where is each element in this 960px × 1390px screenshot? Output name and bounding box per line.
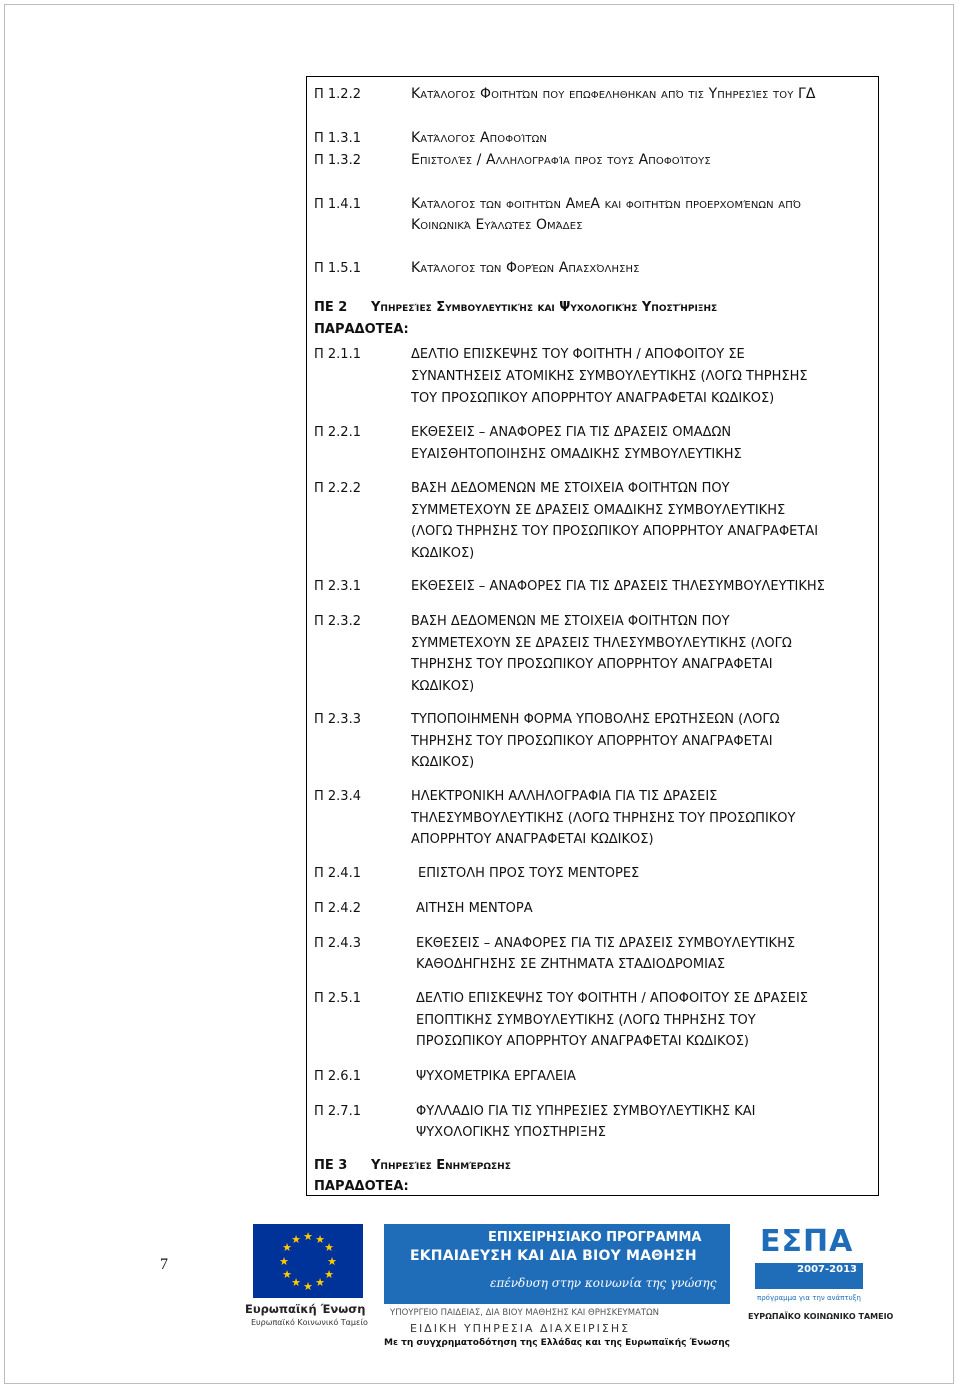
code-p1-3-1: Π 1.3.1 xyxy=(314,131,361,146)
espa-years: 2007-2013 xyxy=(797,1264,857,1275)
pe3-title: Υπηρεσίες Ενημέρωσης xyxy=(371,1158,511,1173)
svg-text:★: ★ xyxy=(315,1233,325,1246)
pe2-label: ΠΕ 2 xyxy=(314,300,348,315)
code-p2-7-1: Π 2.7.1 xyxy=(314,1104,361,1119)
special-service-label: ΕΙΔΙΚΗ ΥΠΗΡΕΣΙΑ ΔΙΑΧΕΙΡΙΣΗΣ xyxy=(410,1322,631,1335)
eu-flag-icon xyxy=(253,1224,363,1298)
svg-text:★: ★ xyxy=(291,1233,301,1246)
footer-logos xyxy=(240,1218,894,1350)
ministry-label: ΥΠΟΥΡΓΕΙΟ ΠΑΙΔΕΙΑΣ, ΔΙΑ ΒΙΟΥ ΜΑΘΗΣΗΣ ΚΑΙ ΘΡΗΣΚΕΥΜΑΤΩΝ xyxy=(390,1308,659,1318)
program-slogan: επένδυση στην κοινωνία της γνώσης xyxy=(490,1276,717,1290)
text-p1-2-2: Κατάλογος Φοιτητών που επωφεληθηκαν από τις Υπηρεσίες του ΓΔ xyxy=(411,86,816,102)
text-p1-4-1-line2: Κοινωνικά Ευάλωτες Ομάδες xyxy=(411,217,583,233)
text-p1-5-1: Κατάλογος των Φορέων Απασχόλησης xyxy=(411,260,640,276)
text-p2-3-2-line2: ΣΥΜΜΕΤΕΧΟΥΝ ΣΕ ΔΡΑΣΕΙΣ ΤΗΛΕΣΥΜΒΟΥΛΕΥΤΙΚΗΣ (ΛΟΓΩ xyxy=(411,636,792,651)
text-p2-3-4-line3: ΑΠΟΡΡΗΤΟΥ ΑΝΑΓΡΑΦΕΤΑΙ ΚΩΔΙΚΟΣ) xyxy=(411,832,654,847)
text-p2-4-3-line1: ΕΚΘΕΣΕΙΣ – ΑΝΑΦΟΡΕΣ ΓΙΑ ΤΙΣ ΔΡΑΣΕΙΣ ΣΥΜΒΟΥΛΕΥΤΙΚΗΣ xyxy=(416,936,796,951)
text-p2-5-1-line2: ΕΠΟΠΤΙΚΗΣ ΣΥΜΒΟΥΛΕΥΤΙΚΗΣ (ΛΟΓΩ ΤΗΡΗΣΗΣ ΤΟΥ xyxy=(416,1013,756,1028)
text-p1-3-1: Κατάλογος Αποφοίτων xyxy=(411,130,547,146)
text-p2-7-1-line2: ΨΥΧΟΛΟΓΙΚΗΣ ΥΠΟΣΤΗΡΙΞΗΣ xyxy=(416,1125,606,1140)
text-p1-4-1-line1: Κατάλογος των φοιτητών ΑμεΑ και φοιτητών προερχομένων από xyxy=(411,196,802,212)
text-p2-2-2-line4: ΚΩΔΙΚΟΣ) xyxy=(411,546,475,561)
text-p2-3-1-line1: ΕΚΘΕΣΕΙΣ – ΑΝΑΦΟΡΕΣ ΓΙΑ ΤΙΣ ΔΡΑΣΕΙΣ ΤΗΛΕΣΥΜΒΟΥΛΕΥΤΙΚΗΣ xyxy=(411,579,825,594)
svg-text:★: ★ xyxy=(327,1255,337,1268)
text-p2-2-1-line1: ΕΚΘΕΣΕΙΣ – ΑΝΑΦΟΡΕΣ ΓΙΑ ΤΙΣ ΔΡΑΣΕΙΣ ΟΜΑΔΩΝ xyxy=(411,425,732,440)
eu-sub-label: Ευρωπαϊκό Κοινωνικό Ταμείο xyxy=(251,1318,368,1327)
text-p2-3-3-line3: ΚΩΔΙΚΟΣ) xyxy=(411,755,475,770)
pe2-deliverables-label: ΠΑΡΑΔΟΤΕΑ: xyxy=(314,322,409,337)
svg-text:★: ★ xyxy=(282,1241,292,1254)
program-line2: ΕΚΠΑΙΔΕΥΣΗ ΚΑΙ ΔΙΑ ΒΙΟΥ ΜΑΘΗΣΗ xyxy=(410,1248,697,1264)
text-p2-1-1-line3: ΤΟΥ ΠΡΟΣΩΠΙΚΟΥ ΑΠΟΡΡΗΤΟΥ ΑΝΑΓΡΑΦΕΤΑΙ ΚΩΔΙΚΟΣ) xyxy=(411,391,775,406)
text-p2-5-1-line1: ΔΕΛΤΙΟ ΕΠΙΣΚΕΨΗΣ ΤΟΥ ΦΟΙΤΗΤΗ / ΑΠΟΦΟΙΤΟΥ ΣΕ ΔΡΑΣΕΙΣ xyxy=(416,991,808,1006)
espa-tagline: πρόγραμμα για την ανάπτυξη xyxy=(757,1294,861,1302)
code-p2-4-2: Π 2.4.2 xyxy=(314,901,361,916)
code-p2-2-2: Π 2.2.2 xyxy=(314,481,361,496)
svg-text:★: ★ xyxy=(315,1276,325,1289)
code-p1-5-1: Π 1.5.1 xyxy=(314,261,361,276)
text-p2-2-1-line2: ΕΥΑΙΣΘΗΤΟΠΟΙΗΣΗΣ ΟΜΑΔΙΚΗΣ ΣΥΜΒΟΥΛΕΥΤΙΚΗΣ xyxy=(411,447,742,462)
svg-text:★: ★ xyxy=(279,1255,289,1268)
text-p2-3-4-line1: ΗΛΕΚΤΡΟΝΙΚΗ ΑΛΛΗΛΟΓΡΑΦΙΑ ΓΙΑ ΤΙΣ ΔΡΑΣΕΙΣ xyxy=(411,789,718,804)
pe3-deliverables-label: ΠΑΡΑΔΟΤΕΑ: xyxy=(314,1179,409,1194)
text-p2-5-1-line3: ΠΡΟΣΩΠΙΚΟΥ ΑΠΟΡΡΗΤΟΥ ΑΝΑΓΡΑΦΕΤΑΙ ΚΩΔΙΚΟΣ) xyxy=(416,1034,749,1049)
eu-label: Ευρωπαϊκή Ένωση xyxy=(245,1302,366,1316)
svg-text:★: ★ xyxy=(324,1241,334,1254)
svg-text:★: ★ xyxy=(303,1280,313,1293)
code-p2-4-1: Π 2.4.1 xyxy=(314,866,361,881)
program-line1: ΕΠΙΧΕΙΡΗΣΙΑΚΟ ΠΡΟΓΡΑΜΜΑ xyxy=(488,1230,702,1245)
code-p2-2-1: Π 2.2.1 xyxy=(314,425,361,440)
svg-text:★: ★ xyxy=(282,1268,292,1281)
code-p2-3-3: Π 2.3.3 xyxy=(314,712,361,727)
text-p2-3-3-line2: ΤΗΡΗΣΗΣ ΤΟΥ ΠΡΟΣΩΠΙΚΟΥ ΑΠΟΡΡΗΤΟΥ ΑΝΑΓΡΑΦΕΤΑΙ xyxy=(411,734,773,749)
text-p2-7-1-line1: ΦΥΛΛΑΔΙΟ ΓΙΑ ΤΙΣ ΥΠΗΡΕΣΙΕΣ ΣΥΜΒΟΥΛΕΥΤΙΚΗΣ ΚΑΙ xyxy=(416,1104,756,1119)
text-p2-1-1-line2: ΣΥΝΑΝΤΗΣΕΙΣ ΑΤΟΜΙΚΗΣ ΣΥΜΒΟΥΛΕΥΤΙΚΗΣ (ΛΟΓΩ ΤΗΡΗΣΗΣ xyxy=(411,369,808,384)
espa-title: ΕΣΠΑ xyxy=(760,1224,854,1259)
text-p2-6-1: ΨΥΧΟΜΕΤΡΙΚΑ ΕΡΓΑΛΕΙΑ xyxy=(416,1069,576,1084)
code-p2-3-2: Π 2.3.2 xyxy=(314,614,361,629)
cofunding-label: Με τη συγχρηματοδότηση της Ελλάδας και της Ευρωπαϊκής Ένωσης xyxy=(384,1338,730,1348)
code-p2-5-1: Π 2.5.1 xyxy=(314,991,361,1006)
espa-years-badge xyxy=(755,1263,863,1289)
pe2-title: Υπηρεσίες Συμβουλευτικής και Ψυχολογικής Υποστήριξης xyxy=(371,300,718,315)
espa-fund-label: ΕΥΡΩΠΑΪΚΟ ΚΟΙΝΩΝΙΚΟ ΤΑΜΕΙΟ xyxy=(748,1312,894,1321)
eu-stars-icon xyxy=(253,1224,363,1298)
svg-text:★: ★ xyxy=(303,1230,313,1243)
text-p2-3-4-line2: ΤΗΛΕΣΥΜΒΟΥΛΕΥΤΙΚΗΣ (ΛΟΓΩ ΤΗΡΗΣΗΣ ΤΟΥ ΠΡΟΣΩΠΙΚΟΥ xyxy=(411,811,796,826)
svg-text:★: ★ xyxy=(291,1276,301,1289)
svg-text:★: ★ xyxy=(324,1268,334,1281)
text-p2-1-1-line1: ΔΕΛΤΙΟ ΕΠΙΣΚΕΨΗΣ ΤΟΥ ΦΟΙΤΗΤΗ / ΑΠΟΦΟΙΤΟΥ ΣΕ xyxy=(411,347,745,362)
page-number: 7 xyxy=(160,1256,168,1273)
text-p1-3-2: Επιστολές / Αλληλογραφία προς τους Αποφοίτους xyxy=(411,152,711,168)
text-p2-2-2-line1: ΒΑΣΗ ΔΕΔΟΜΕΝΩΝ ΜΕ ΣΤΟΙΧΕΙΑ ΦΟΙΤΗΤΩΝ ΠΟΥ xyxy=(411,481,730,496)
text-p2-3-2-line3: ΤΗΡΗΣΗΣ ΤΟΥ ΠΡΟΣΩΠΙΚΟΥ ΑΠΟΡΡΗΤΟΥ ΑΝΑΓΡΑΦΕΤΑΙ xyxy=(411,657,773,672)
text-p2-3-2-line4: ΚΩΔΙΚΟΣ) xyxy=(411,679,475,694)
text-p2-4-3-line2: ΚΑΘΟΔΗΓΗΣΗΣ ΣΕ ΖΗΤΗΜΑΤΑ ΣΤΑΔΙΟΔΡΟΜΙΑΣ xyxy=(416,957,726,972)
text-p2-4-2: ΑΙΤΗΣΗ ΜΕΝΤΟΡΑ xyxy=(416,901,533,916)
text-p2-2-2-line2: ΣΥΜΜΕΤΕΧΟΥΝ ΣΕ ΔΡΑΣΕΙΣ ΟΜΑΔΙΚΗΣ ΣΥΜΒΟΥΛΕΥΤΙΚΗΣ xyxy=(411,503,786,518)
code-p1-2-2: Π 1.2.2 xyxy=(314,87,361,102)
text-p2-4-1: ΕΠΙΣΤΟΛΗ ΠΡΟΣ ΤΟΥΣ ΜΕΝΤΟΡΕΣ xyxy=(418,866,640,881)
code-p2-1-1: Π 2.1.1 xyxy=(314,347,361,362)
text-p2-3-2-line1: ΒΑΣΗ ΔΕΔΟΜΕΝΩΝ ΜΕ ΣΤΟΙΧΕΙΑ ΦΟΙΤΗΤΩΝ ΠΟΥ xyxy=(411,614,730,629)
code-p1-3-2: Π 1.3.2 xyxy=(314,153,361,168)
text-p2-2-2-line3: (ΛΟΓΩ ΤΗΡΗΣΗΣ ΤΟΥ ΠΡΟΣΩΠΙΚΟΥ ΑΠΟΡΡΗΤΟΥ ΑΝΑΓΡΑΦΕΤΑΙ xyxy=(411,524,819,539)
pe3-label: ΠΕ 3 xyxy=(314,1158,348,1173)
code-p2-6-1: Π 2.6.1 xyxy=(314,1069,361,1084)
text-p2-3-3-line1: ΤΥΠΟΠΟΙΗΜΕΝΗ ΦΟΡΜΑ ΥΠΟΒΟΛΗΣ ΕΡΩΤΗΣΕΩΝ (ΛΟΓΩ xyxy=(411,712,780,727)
code-p2-4-3: Π 2.4.3 xyxy=(314,936,361,951)
code-p2-3-1: Π 2.3.1 xyxy=(314,579,361,594)
code-p1-4-1: Π 1.4.1 xyxy=(314,197,361,212)
code-p2-3-4: Π 2.3.4 xyxy=(314,789,361,804)
